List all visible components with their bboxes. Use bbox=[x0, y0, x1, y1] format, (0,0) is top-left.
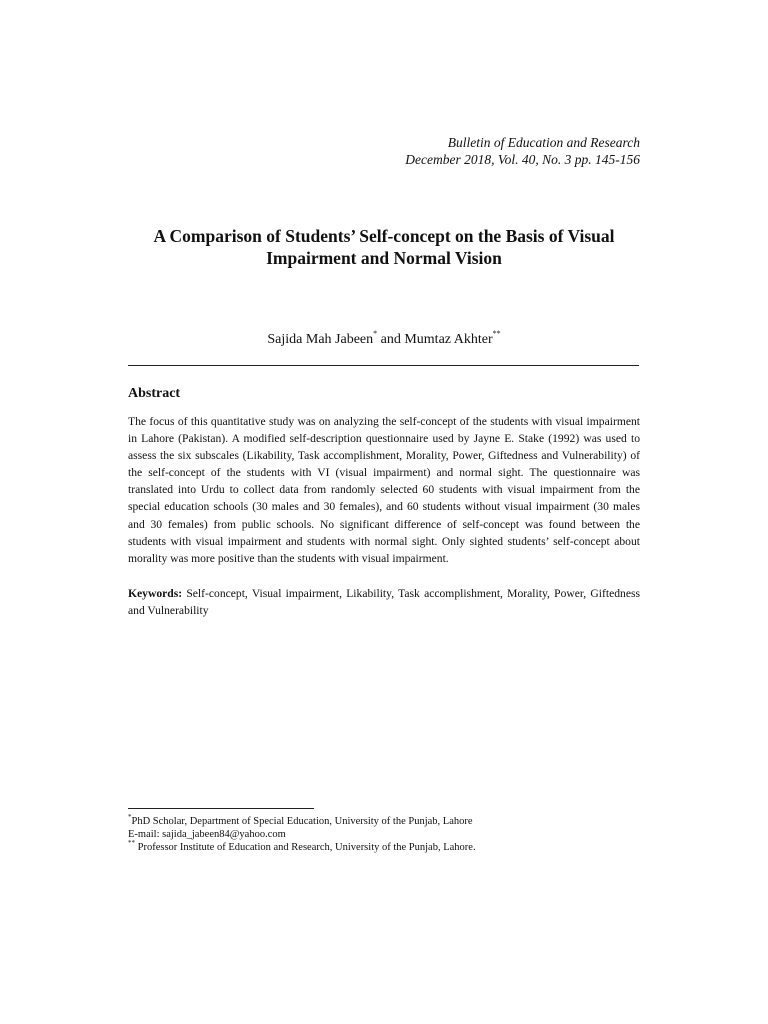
footnote-1-email: E-mail: sajida_jabeen84@yahoo.com bbox=[128, 829, 286, 840]
journal-name: Bulletin of Education and Research bbox=[447, 135, 640, 150]
footnote-2-text: Professor Institute of Education and Research, University of the Punjab, Lahore. bbox=[135, 842, 476, 853]
footnote-1-mark: * bbox=[128, 813, 132, 821]
footnote-separator-rule bbox=[128, 808, 314, 809]
author-separator-rule bbox=[128, 365, 639, 366]
footnote-1-text: PhD Scholar, Department of Special Education, University of the Punjab, Lahore bbox=[131, 816, 473, 827]
paper-title-line-1: A Comparison of Students’ Self-concept on the Basis of Visual bbox=[153, 226, 615, 246]
author-joiner: and bbox=[377, 332, 405, 347]
author-1-name: Sajida Mah Jabeen bbox=[267, 332, 374, 347]
abstract-heading: Abstract bbox=[128, 386, 181, 401]
author-2-footnote-mark: ** bbox=[492, 329, 501, 338]
keywords-label: Keywords: bbox=[128, 587, 183, 600]
abstract-body: The focus of this quantitative study was on analyzing the self-concept of the students with visual impairment in Lahore (Pakistan). A modified self-description questionnaire used by Jayne E. Stake (1992) was used to assess the six subscales (Likability, Task accomplishment, Morality, Power, Giftedness and Vulnerability) of the self-concept of the students with VI (visual impairment) and normal sight. The questionnaire was translated into Urdu to collect data from randomly selected 60 students with visual impairment from the special education schools (30 males and 30 females), and 60 students without visual impairment (30 males and 30 females) from public schools. No significant difference of self-concept was found between the students with visual impairment and students with normal sight. Only sighted students’ self-concept about morality was more positive than the students with visual impairment. bbox=[128, 415, 640, 565]
author-1-footnote-mark: * bbox=[373, 329, 378, 338]
footnote-1 bbox=[128, 815, 640, 828]
author-2-name: Mumtaz Akhter bbox=[404, 332, 493, 347]
keywords bbox=[128, 585, 643, 619]
keywords-text: Self-concept, Visual impairment, Likability, Task accomplishment, Morality, Power, Giftedness and Vulnerability bbox=[128, 587, 643, 618]
paper-title bbox=[128, 225, 640, 269]
author-line bbox=[128, 331, 640, 349]
journal-issue: December 2018, Vol. 40, No. 3 pp. 145-156 bbox=[405, 152, 640, 167]
footnotes bbox=[128, 815, 640, 854]
journal-header bbox=[405, 134, 640, 168]
footnote-2 bbox=[128, 841, 640, 854]
paper-title-line-2: Impairment and Normal Vision bbox=[266, 248, 502, 268]
footnote-2-mark: ** bbox=[128, 839, 135, 847]
